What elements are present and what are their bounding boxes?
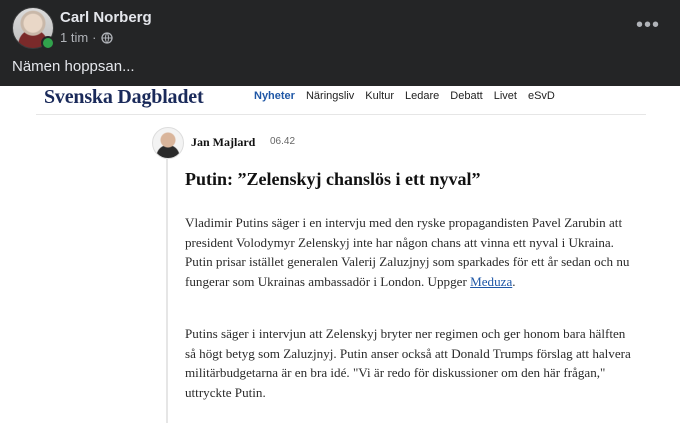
byline-time: 06.42	[270, 136, 296, 147]
nav-item-kultur: Kultur	[365, 90, 395, 102]
timeline-line	[166, 158, 168, 423]
newspaper-logo: Svenska Dagbladet	[44, 86, 204, 108]
globe-icon[interactable]	[101, 32, 113, 44]
nav-item-esvd: eSvD	[527, 90, 555, 102]
nav-item-debatt: Debatt	[450, 90, 483, 102]
post-meta	[60, 30, 113, 45]
article-title: Putin: ”Zelenskyj chanslös i ett nyval”	[185, 169, 481, 189]
online-status-dot	[41, 36, 55, 50]
nav-item-ledare: Ledare	[405, 90, 440, 102]
nav-item-livet: Livet	[493, 90, 517, 102]
article-paragraph-2: Putins säger i intervjun att Zelenskyj bryter ner regimen och ger honom bara hälften så högt betyg som Zaluzjnyj. Putin anser också att Donald Trumps förslag att halvera militärbudgetarna är en bra idé. "Vi är redo för diskussioner om den här frågan," uttryckte Putin.	[185, 326, 631, 400]
nav-item-naringsliv: Näringsliv	[305, 90, 355, 102]
byline-author: Jan Majlard	[191, 135, 256, 149]
meta-separator: ·	[92, 30, 97, 45]
author-photo	[152, 127, 184, 159]
post-header	[0, 0, 680, 86]
shared-article-image[interactable]	[0, 86, 680, 423]
more-options-button[interactable]: •••	[635, 14, 660, 36]
paragraph-1-text: Vladimir Putins säger i en intervju med den ryske propagandisten Pavel Zarubin att president Volodymyr Zelenskyj inte har någon chans att vinna ett nyval i Ukraina. Putin prisar istället generalen Valerij Zaluzjnyj som sparkades för ett år sedan och nu fungerar som Ukrainas ambassadör i London. Uppger	[185, 215, 630, 289]
divider	[36, 114, 646, 115]
paragraph-1-end: .	[512, 273, 516, 289]
post-time[interactable]: 1 tim	[60, 30, 89, 45]
post-text: Nämen hoppsan...	[12, 58, 135, 75]
newspaper-nav	[254, 90, 555, 102]
meduza-link: Meduza	[470, 273, 513, 289]
nav-item-nyheter: Nyheter	[254, 90, 295, 102]
author-name[interactable]: Carl Norberg	[60, 9, 152, 26]
article-paragraph-1	[185, 213, 637, 291]
